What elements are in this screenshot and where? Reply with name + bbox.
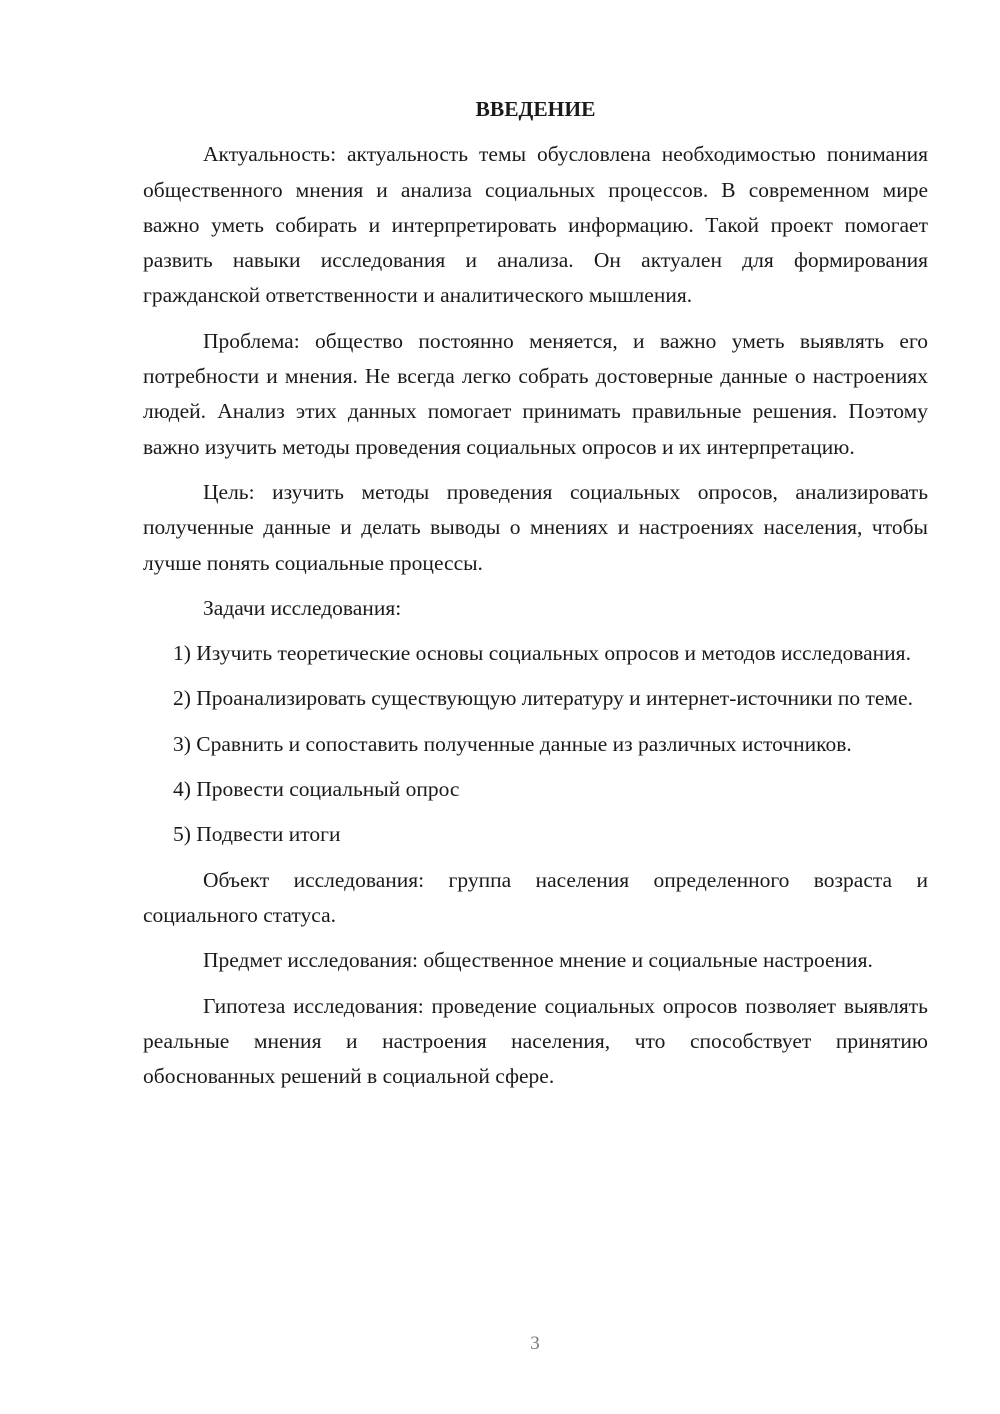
task-item: 5) Подвести итоги [173, 822, 341, 847]
page-title: ВВЕДЕНИЕ [475, 97, 596, 121]
task-item: 4) Провести социальный опрос [173, 777, 460, 802]
task-item: 1) Изучить теоретические основы социальных опросов и методов исследования. [173, 641, 911, 666]
page-number: 3 [530, 1333, 540, 1354]
paragraph-subject: Предмет исследования: общественное мнение и социальные настроения. [203, 948, 873, 973]
paragraph-goal: Цель: изучить методы проведения социальных опросов, анализировать полученные данные и делать выводы о мнениях и настроениях населения, чтобы лучше понять социальные процессы. [143, 479, 928, 575]
page-content [143, 92, 928, 1104]
task-item: 3) Сравнить и сопоставить полученные данные из различных источников. [173, 731, 852, 756]
paragraph-hypothesis: Гипотеза исследования: проведение социальных опросов позволяет выявлять реальные мнения и настроения населения, что способствует принятию обоснованных решений в социальной сфере. [143, 993, 928, 1089]
task-item: 2) Проанализировать существующую литературу и интернет-источники по теме. [173, 686, 913, 711]
paragraph-problem: Проблема: общество постоянно меняется, и важно уметь выявлять его потребности и мнения. Не всегда легко собрать достоверные данные о настроениях людей. Анализ этих данных помогает принимать правильные решения. Поэтому важно изучить методы проведения социальных опросов и их интерпретацию. [143, 328, 928, 459]
tasks-heading: Задачи исследования: [203, 595, 402, 620]
paragraph-object: Объект исследования: группа населения определенного возраста и социального статуса. [143, 867, 928, 927]
paragraph-relevance: Актуальность: актуальность темы обусловлена необходимостью понимания общественного мнения и анализа социальных процессов. В современном мире важно уметь собирать и интерпретировать информацию. Такой проект помогает развить навыки исследования и анализа. Он актуален для формирования гражданской ответственности и аналитического мышления. [143, 142, 928, 308]
